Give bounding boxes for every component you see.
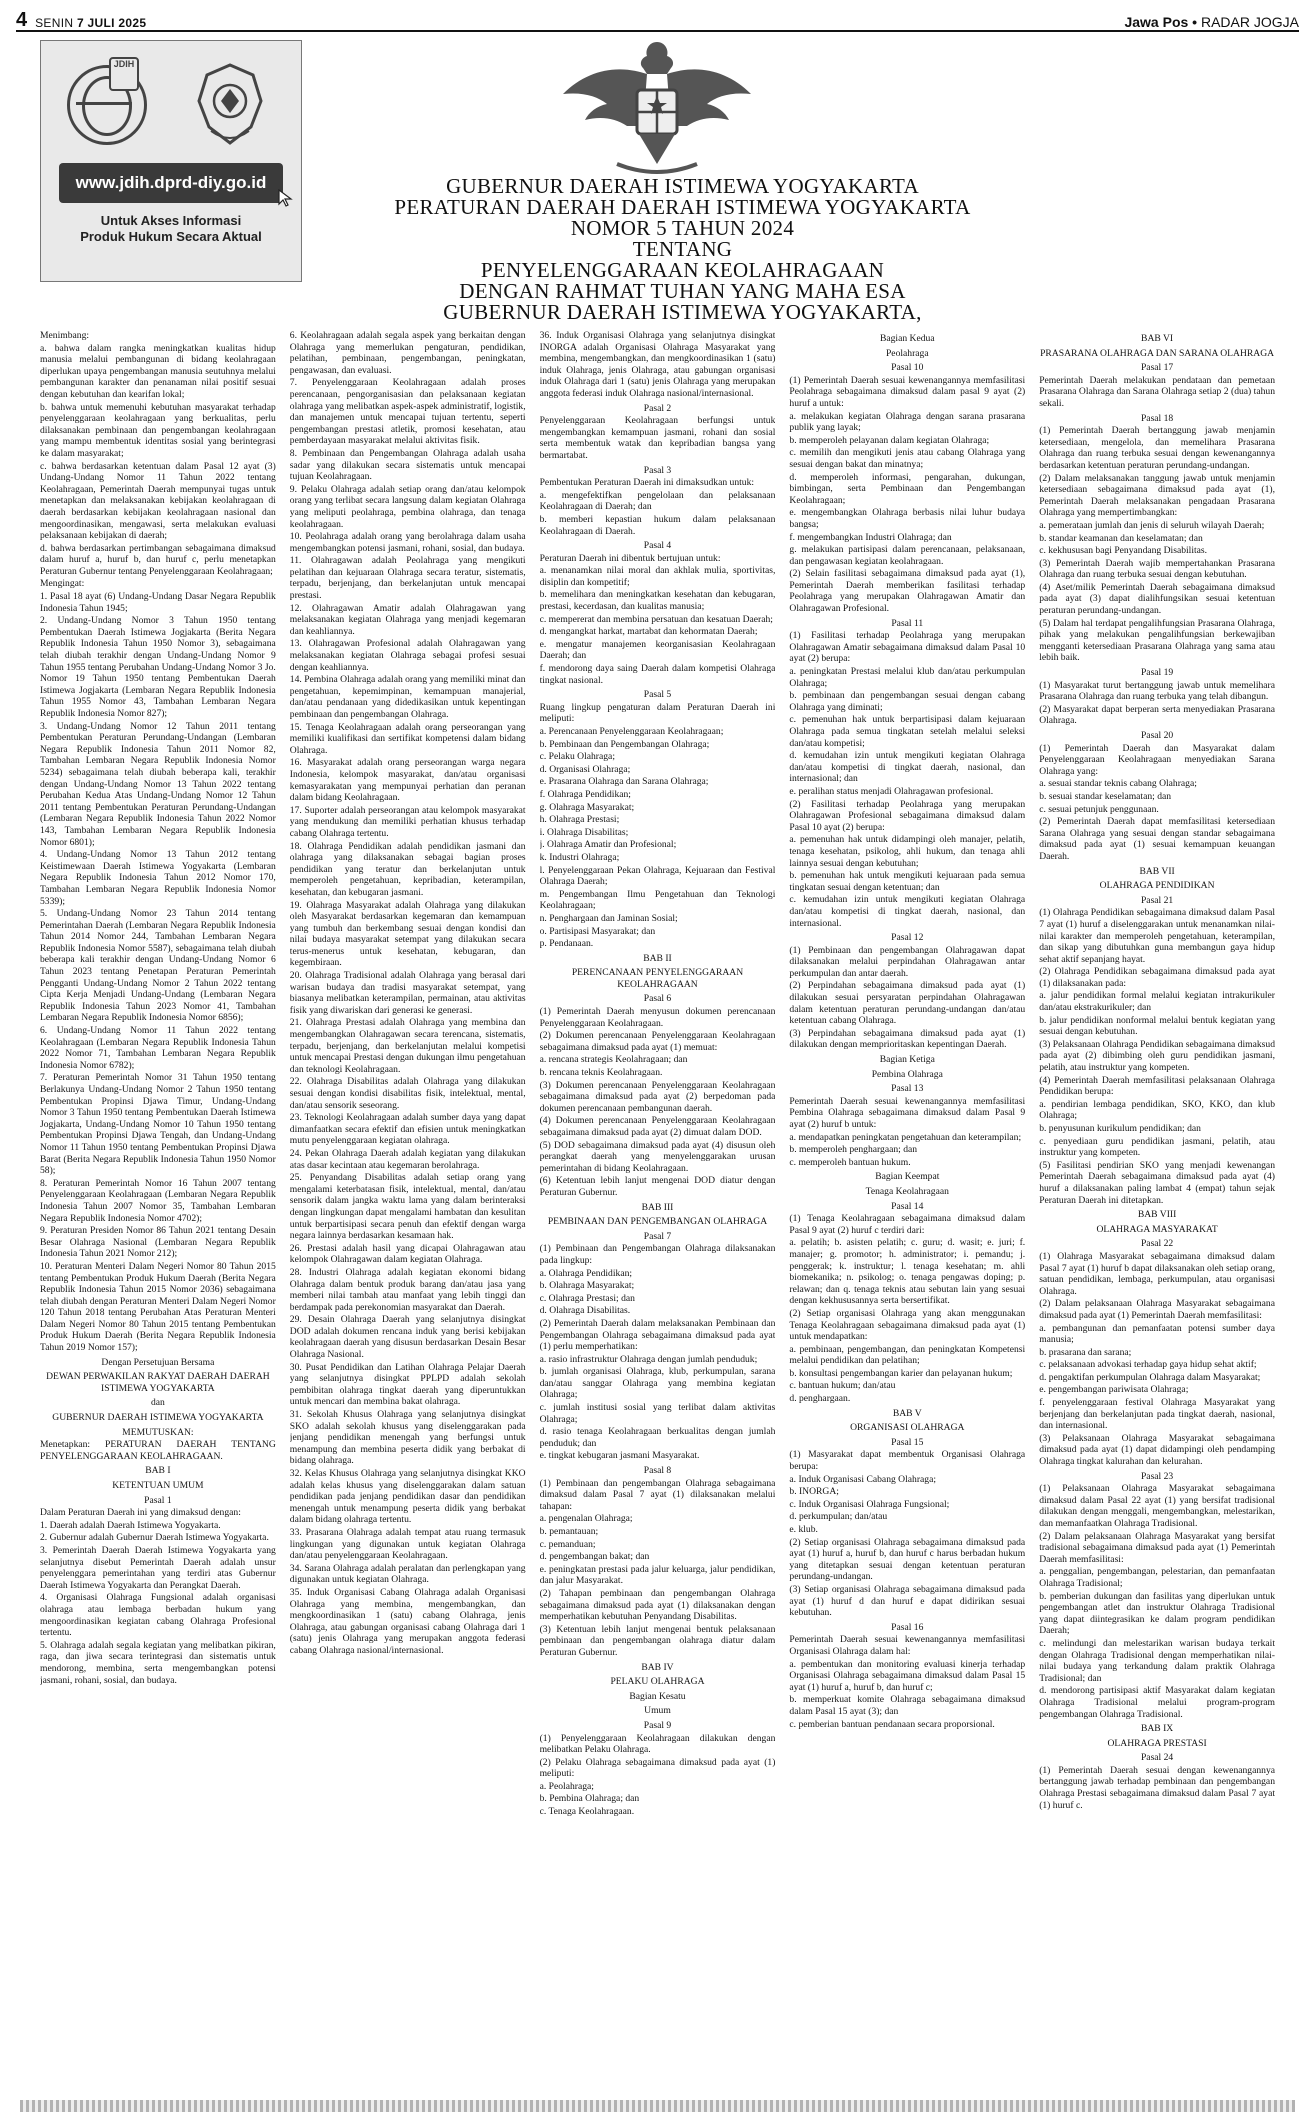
paragraph: b. Pembinaan dan Pengembangan Olahraga; xyxy=(539,738,710,750)
paragraph: 26. Prestasi adalah hasil yang dicapai Olahragawan atau kelompok Olahragawan dalam kegiatan Olahraga. xyxy=(289,1242,526,1266)
paragraph: o. Partisipasi Masyarakat; dan xyxy=(539,925,656,937)
paragraph: c. memilih dan mengikuti jenis atau cabang Olahraga yang sesuai dengan bakat dan minatnya; xyxy=(789,447,1026,470)
paragraph: b. sesuai standar keselamatan; dan xyxy=(1039,790,1172,802)
paragraph: (1) Pemerintah Daerah sesuai dengan kewenangannya bertanggung jawab terhadap pembinaan dan pengembangan Olahraga Prestasi sebagaimana dimaksud dalam Pasal 7 ayat (1) huruf c. xyxy=(1039,1764,1275,1811)
jdih-caption-line1: Untuk Akses Informasi xyxy=(100,213,242,228)
title-line-regulation: PERATURAN DAERAH DAERAH ISTIMEWA YOGYAKARTA xyxy=(394,195,971,219)
paragraph: a. menanamkan nilai moral dan akhlak mulia, sportivitas, disiplin dan kompetitif; xyxy=(539,565,776,588)
section-heading: DEWAN PERWAKILAN RAKYAT DAERAH DAERAH ISTIMEWA YOGYAKARTA xyxy=(46,1371,270,1394)
paragraph: f. Olahraga Pendidikan; xyxy=(539,788,631,800)
paragraph: (1) Masyarakat dapat membentuk Organisasi Olahraga berupa: xyxy=(789,1449,1026,1473)
paragraph: d. pengaktifan perkumpulan Olahraga dalam Masyarakat; xyxy=(1039,1371,1261,1383)
section-heading: Pasal 19 xyxy=(1140,667,1174,679)
paragraph: (1) Olahraga Masyarakat sebagaimana dimaksud dalam Pasal 7 ayat (1) huruf b dapat dilaksanakan oleh setiap orang, satuan pendidikan, lembaga, perkumpulan, atau organisasi Olahraga. xyxy=(1039,1250,1275,1297)
section-heading: Pasal 15 xyxy=(891,1436,924,1448)
paragraph: (1) Pelaksanaan Olahraga Masyarakat sebagaimana dimaksud dalam Pasal 22 ayat (1) yang bersifat tradisional dilakukan dengan menggali, mengembangkan, melestarikan, dan memanfaatkan Olahraga Tradisional. xyxy=(1039,1483,1275,1529)
jdih-info-box xyxy=(40,40,302,282)
paragraph: 2. Gubernur adalah Gubernur Daerah Istimewa Yogyakarta. xyxy=(40,1532,269,1544)
section-heading: KETENTUAN UMUM xyxy=(112,1480,204,1491)
section-heading: Pasal 20 xyxy=(1140,730,1174,741)
paragraph: d. Organisasi Olahraga; xyxy=(539,763,631,775)
section-heading: BAB II xyxy=(643,952,672,964)
paragraph: c. Tenaga Keolahragaan. xyxy=(539,1806,635,1818)
paragraph: 12. Olahragawan Amatir adalah Olahragawan yang melaksanakan kegiatan Olahraga yang menjadi kegemaran dan keahliannya. xyxy=(289,602,526,637)
section-heading: Pasal 5 xyxy=(643,689,672,701)
paragraph: b. jumlah organisasi Olahraga, klub, perkumpulan, sarana dan/atau sanggar Olahraga yang membina kegiatan Olahraga; xyxy=(539,1366,776,1401)
paragraph: 1. Daerah adalah Daerah Istimewa Yogyakarta. xyxy=(40,1519,221,1531)
paragraph: Menimbang: xyxy=(40,330,90,341)
paragraph: Dalam Peraturan Daerah ini yang dimaksud dengan: xyxy=(40,1507,241,1519)
date-weekday: SENIN xyxy=(35,16,74,30)
paragraph: 5. Undang-Undang Nomor 23 Tahun 2014 tentang Pemerintahan Daerah (Lembaran Negara Republik Indonesia Tahun 2014 Nomor 244, Tambahan Lembaran Negara Republik Indonesia Nomor 5587), sebagaimana telah diubah beberapa kali terakhir dengan Undang-Undang Nomor 6 Tahun 2023 tentang Penetapan Peraturan Pemerintah Pengganti Undang-Undang Nomor 2 Tahun 2022 tentang Cipta Kerja Menjadi Undang-Undang (Lembaran Negara Republik Indonesia Tahun 2023 Nomor 41, Tambahan Lembaran Negara Republik Indonesia Nomor 6856); xyxy=(40,908,276,1024)
paragraph: (3) Dokumen perencanaan Penyelenggaraan Keolahragaan sebagaimana dimaksud pada ayat (2) berpedoman pada dokumen perencanaan pembangunan daerah. xyxy=(539,1079,776,1114)
section-heading: Pasal 24 xyxy=(1140,1752,1174,1764)
text-column-4 xyxy=(789,330,1025,2020)
paragraph: a. Olahraga Pendidikan; xyxy=(539,1267,633,1279)
paragraph: c. Induk Organisasi Olahraga Fungsional; xyxy=(789,1498,950,1510)
paragraph: (1) Pemerintah Daerah sesuai kewenangannya memfasilitasi Peolahraga sebagaimana dimaksud dalam pasal 9 ayat (2) huruf a untuk: xyxy=(789,374,1026,409)
paragraph: a. Induk Organisasi Cabang Olahraga; xyxy=(789,1473,937,1485)
paragraph: m. Pengembangan Ilmu Pengetahuan dan Teknologi Keolahragaan; xyxy=(539,888,776,912)
diy-crest-icon xyxy=(191,61,269,147)
paragraph: 3. Pemerintah Daerah Daerah Istimewa Yogyakarta yang selanjutnya disebut Pemerintah Daerah adalah unsur penyelenggara pemerintahan yang terdiri atas Gubernur Daerah Istimewa Yogyakarta dan Perangkat Daerah. xyxy=(40,1544,276,1591)
paragraph: Peraturan Daerah ini dibentuk bertujuan untuk: xyxy=(539,552,721,564)
paragraph: (2) Dalam pelaksanaan Olahraga Masyarakat yang bersifat tradisional sebagaimana dimaksud pada ayat (1) Pemerintah Daerah memfasilitasi: xyxy=(1039,1530,1275,1565)
paragraph: a. peningkatan Prestasi melalui klub dan/atau perkumpulan Olahraga; xyxy=(789,666,1026,689)
paragraph: (2) Pelaku Olahraga sebagaimana dimaksud pada ayat (1) meliputi: xyxy=(539,1756,776,1780)
page-number: 4 xyxy=(16,9,28,31)
text-column-1 xyxy=(40,330,276,2020)
paragraph: a. pengenalan Olahraga; xyxy=(539,1513,633,1525)
section-heading: Bagian Ketiga xyxy=(879,1054,935,1066)
section-heading: OLAHRAGA MASYARAKAT xyxy=(1096,1223,1218,1235)
paragraph: (2) Perpindahan sebagaimana dimaksud pada ayat (1) dilakukan sesuai persyaratan perpindahan Olahragawan dalam ketentuan peraturan perundang-undangan dan/atau ketentuan cabang Olahraga. xyxy=(789,980,1026,1027)
bottom-ruler-strip xyxy=(20,2100,1295,2112)
paragraph: b. pembinaan dan pengembangan sesuai dengan cabang Olahraga yang diminati; xyxy=(789,690,1026,713)
paragraph: (2) Tahapan pembinaan dan pengembangan Olahraga sebagaimana dimaksud pada ayat (1) dilaksanakan dengan memperhatikan kebutuhan Penyandang Disabilitas. xyxy=(539,1587,776,1623)
pointer-cursor-icon xyxy=(277,189,293,207)
paragraph: Ruang lingkup pengaturan dalam Peraturan Daerah ini meliputi: xyxy=(539,701,776,725)
paragraph: b. pemenuhan hak untuk mengikuti kejuaraan pada semua tingkatan sesuai dengan ketentuan; dan xyxy=(789,870,1026,893)
paragraph: 20. Olahraga Tradisional adalah Olahraga yang berasal dari warisan budaya dan tradisi masyarakat setempat, yang biasanya melibatkan keterampilan, permainan, atau aktivitas fisik yang diwariskan dari generasi ke generasi. xyxy=(289,970,526,1016)
section-heading: PEMBINAAN DAN PENGEMBANGAN OLAHRAGA xyxy=(547,1216,768,1228)
regulation-body-columns xyxy=(40,330,1275,2020)
jdih-website-link[interactable]: www.jdih.dprd-diy.go.id xyxy=(59,163,283,203)
section-heading: Pembina Olahraga xyxy=(871,1068,943,1080)
section-heading: BAB IV xyxy=(641,1661,674,1673)
paragraph: a. mengefektifkan pengelolaan dan pelaksanaan Keolahragaan di Daerah; dan xyxy=(539,489,776,513)
section-heading: BAB VI xyxy=(1141,333,1174,344)
section-heading: Pasal 23 xyxy=(1140,1470,1174,1482)
paragraph: d. mendorong partisipasi aktif Masyarakat dalam kegiatan Olahraga Tradisional melalui program-program pengembangan Olahraga Tradisional. xyxy=(1039,1685,1275,1720)
paragraph: (2) Selain fasilitasi sebagaimana dimaksud pada ayat (1), Pemerintah Daerah memberikan fasilitasi terhadap Peolahraga yang merupakan Olahragawan Amatir dan Olahragawan Profesional. xyxy=(789,568,1026,615)
paragraph: 10. Peraturan Menteri Dalam Negeri Nomor 80 Tahun 2015 tentang Pembentukan Produk Hukum Daerah (Berita Negara Republik Indonesia Tahun 2015 Nomor 2036) sebagaimana telah diubah dengan Peraturan Menteri Dalam Negeri Nomor 120 Tahun 2018 tentang Perubahan Atas Peraturan Menteri Dalam Negeri Nomor 80 Tahun 2015 tentang Pembentukan Produk Hukum Daerah (Berita Negara Republik Indonesia Tahun 2019 Nomor 157); xyxy=(40,1260,276,1354)
paragraph: (1) Pembinaan dan Pengembangan Olahraga dilaksanakan pada lingkup: xyxy=(539,1243,776,1266)
paragraph: 7. Peraturan Pemerintah Nomor 31 Tahun 1950 tentang Berlakunya Undang-Undang Nomor 2 Tahun 1950 tentang Pembentukan Propinsi Djawa Timur, Undang-Undang Nomor 3 Tahun 1950 tentang Pembentukan Daerah Istimewa Jogjakarta, Undang-Undang Nomor 10 Tahun 1950 tentang Pembentukan Propinsi Djawa Tengah, dan Undang-Undang Nomor 11 Tahun 1950 tentang Pembentukan Propinsi Djawa Barat (Berita Negara Republik Indonesia Tahun 1950 Nomor 58); xyxy=(40,1072,276,1177)
section-heading: GUBERNUR DAERAH ISTIMEWA YOGYAKARTA xyxy=(52,1412,264,1424)
paragraph: 9. Peraturan Presiden Nomor 86 Tahun 2021 tentang Desain Besar Olahraga Nasional (Lembaran Negara Republik Indonesia Tahun 2021 Nomor 212); xyxy=(40,1225,276,1260)
paragraph: (5) Fasilitasi pendirian SKO yang menjadi kewenangan Pemerintah Daerah sebagaimana dimaksud pada ayat (4) huruf a dilaksanakan paling lambat 4 (empat) tahun sejak Peraturan Daerah ini ditetapkan. xyxy=(1039,1159,1275,1206)
paragraph: 29. Desain Olahraga Daerah yang selanjutnya disingkat DOD adalah dokumen rencana induk yang berisi kebijakan keolahragaan daerah yang disusun berdasarkan Desain Besar Olahraga Nasional. xyxy=(289,1314,526,1361)
section-heading: BAB I xyxy=(145,1465,171,1477)
paragraph: b. Pembina Olahraga; dan xyxy=(539,1793,640,1805)
paragraph: 35. Induk Organisasi Cabang Olahraga adalah Organisasi Olahraga yang membina, mengembangkan, dan mengkoordinasikan 1 (satu) cabang Olahraga, jenis Olahraga, atau gabungan organisasi cabang Olahraga dari 1 (satu) jenis Olahraga yang merupakan anggota federasi cabang Olahraga nasional/internasional. xyxy=(289,1586,526,1656)
paragraph: b. memperoleh penghargaan; dan xyxy=(789,1144,918,1156)
paragraph: 9. Pelaku Olahraga adalah setiap orang dan/atau kelompok orang yang terlibat secara langsung dalam kegiatan Olahraga yang meliputi peolahraga, pembina olahraga, dan tenaga keolahragaan. xyxy=(289,483,526,530)
paragraph: b. prasarana dan sarana; xyxy=(1039,1346,1132,1358)
paragraph: 16. Masyarakat adalah orang perseorangan warga negara Indonesia, kelompok masyarakat, dan/atau organisasi kemasyarakatan yang mempunyai perhatian dan peranan dalam bidang Keolahragaan. xyxy=(289,757,526,804)
section-heading: dan xyxy=(150,1397,165,1409)
section-heading: OLAHRAGA PRESTASI xyxy=(1107,1737,1207,1749)
paragraph: 4. Undang-Undang Nomor 13 Tahun 2012 tentang Keistimewaan Daerah Istimewa Yogyakarta (Lembaran Negara Republik Indonesia Tahun 2012 Nomor 170, Tambahan Lembaran Negara Republik Indonesia Nomor 5339); xyxy=(40,849,276,907)
paragraph: (1) Masyarakat turut bertanggung jawab untuk memelihara Prasarana Olahraga dan ruang terbuka yang telah dibangun. xyxy=(1039,679,1275,703)
paragraph: a. Peolahraga; xyxy=(539,1780,594,1792)
paragraph: d. rasio tenaga Keolahragaan berkualitas dengan jumlah penduduk; dan xyxy=(539,1426,776,1449)
paragraph: 19. Olahraga Masyarakat adalah Olahraga yang dilakukan oleh Masyarakat berdasarkan kegemaran dan kemampuan yang tumbuh dan berkembang sesuai dengan kondisi dan nilai budaya masyarakat setempat yang dilakukan secara terus-menerus untuk kesehatan, kebugaran, dan kegembiraan. xyxy=(289,899,526,969)
paragraph: e. tingkat kebugaran jasmani Masyarakat. xyxy=(539,1450,700,1462)
date-value: 7 JULI 2025 xyxy=(76,16,147,30)
paragraph: a. pemerataan jumlah dan jenis di seluruh wilayah Daerah; xyxy=(1039,519,1265,531)
paragraph: a. pembangunan dan pemanfaatan potensi sumber daya manusia; xyxy=(1039,1322,1275,1346)
paragraph: f. penyelenggaraan festival Olahraga Masyarakat yang berjenjang dan berkelanjutan pada tingkat daerah, nasional, dan internasional. xyxy=(1039,1397,1275,1432)
paragraph: p. Pendanaan. xyxy=(539,938,594,950)
paragraph: c. bahwa berdasarkan ketentuan dalam Pasal 12 ayat (3) Undang-Undang Nomor 11 Tahun 2022 tentang Keolahragaan, Pemerintah Daerah mempunyai tugas untuk menetapkan dan melaksanakan kebijakan keolahragaan di daerah berdasarkan kebijakan keolahragaan nasional dan mengoordinasikan, mengawasi, serta melakukan evaluasi pelaksanaan kebijakan di daerah; xyxy=(40,460,276,542)
paragraph: (2) Fasilitasi terhadap Peolahraga yang merupakan Olahragawan Profesional sebagaimana dimaksud dalam Pasal 10 ayat (2) berupa: xyxy=(789,798,1026,833)
section-heading: Pasal 3 xyxy=(643,464,672,476)
paragraph: c. pelaksanaan advokasi terhadap gaya hidup sehat aktif; xyxy=(1039,1359,1257,1371)
paragraph: Menetapkan: PERATURAN DAERAH TENTANG PENYELENGGARAAN KEOLAHRAGAAN. xyxy=(40,1439,276,1462)
paragraph: Pemerintah Daerah sesuai kewenangannya memfasilitasi Pembina Olahraga sebagaimana dimaksud dalam Pasal 9 ayat (2) huruf b untuk: xyxy=(789,1095,1026,1130)
paragraph: e. mengembangkan Olahraga berbasis nilai luhur budaya bangsa; xyxy=(789,507,1026,530)
paragraph: (1) Pemerintah Daerah menyusun dokumen perencanaan Penyelenggaraan Keolahragaan. xyxy=(539,1006,776,1029)
section-heading: BAB III xyxy=(641,1201,674,1213)
section-heading: Pasal 22 xyxy=(1140,1238,1174,1250)
paragraph: d. penghargaan. xyxy=(789,1393,851,1405)
paragraph: Mengingat: xyxy=(40,578,85,590)
paragraph: 17. Suporter adalah perseorangan atau kelompok masyarakat yang mendukung dan memiliki perhatian khusus terhadap cabang Olahraga tertentu. xyxy=(289,804,526,839)
paragraph: a. pemenuhan hak untuk didampingi oleh manajer, pelatih, tenaga kesehatan, psikolog, ahli hukum, dan tenaga ahli lainnya sesuai dengan kebutuhan; xyxy=(789,834,1026,869)
jdih-logo-badge: JDIH xyxy=(109,57,139,91)
paragraph: 24. Pekan Olahraga Daerah adalah kegiatan yang dilakukan atas dasar kecintaan atau kegemaran berolahraga. xyxy=(289,1147,526,1171)
section-heading: Pasal 21 xyxy=(1140,894,1174,906)
paragraph: e. Prasarana Olahraga dan Sarana Olahraga; xyxy=(539,776,709,788)
paragraph: d. mengangkat harkat, martabat dan kehormatan Daerah; xyxy=(539,626,758,638)
paragraph: 6. Undang-Undang Nomor 11 Tahun 2022 tentang Keolahragaan (Lembaran Negara Republik Indonesia Tahun 2022 Nomor 71, Tambahan Lembaran Negara Republik Indonesia Nomor 6782); xyxy=(40,1025,276,1071)
garuda-emblem-icon xyxy=(557,34,757,184)
paragraph: 18. Olahraga Pendidikan adalah pendidikan jasmani dan olahraga yang dilaksanakan sebagai bagian proses pendidikan yang teratur dan berkelanjutan untuk memperoleh pengetahuan, kepribadian, keterampilan, kesehatan, dan kebugaran jasmani. xyxy=(289,840,526,898)
newspaper-brand xyxy=(1124,14,1299,30)
paragraph: c. pemberian bantuan pendanaan secara proporsional. xyxy=(789,1718,995,1730)
paragraph: k. Industri Olahraga; xyxy=(539,851,620,863)
paragraph: 5. Olahraga adalah segala kegiatan yang melibatkan pikiran, raga, dan jiwa secara terintegrasi dan sistematis untuk mendorong, membina, serta mengembangkan potensi jasmani, rohani, sosial, dan budaya. xyxy=(40,1639,276,1686)
paragraph: 7. Penyelenggaraan Keolahragaan adalah proses perencanaan, pengorganisasian dan pelaksanaan kegiatan olahraga yang melibatkan aspek-aspek administratif, logistik, dan manajemen untuk mencapai tujuan tertentu, seperti pengembangan prestasi atletik, promosi kesehatan, atau pemberdayaan masyarakat melalui aktivitas fisik. xyxy=(289,377,526,447)
paragraph: 11. Olahragawan adalah Peolahraga yang mengikuti pelatihan dan kejuaraan Olahraga secara teratur, sistematis, terpadu, berjenjang, dan berkelanjutan untuk mencapai prestasi. xyxy=(289,555,526,602)
paragraph: 36. Induk Organisasi Olahraga yang selanjutnya disingkat INORGA adalah Organisasi Olahraga Masyarakat yang membina, mengembangkan, dan mengkoordinasikan 1 (satu) induk Olahraga, jenis Olahraga, atau gabungan organisasi induk Olahraga dari 1 (satu) jenis Olahraga yang merupakan anggota federasi induk Olahraga nasional/internasional. xyxy=(539,330,776,399)
paragraph: a. penggalian, pengembangan, pelestarian, dan pemanfaatan Olahraga Tradisional; xyxy=(1039,1566,1275,1589)
section-heading: Bagian Kesatu xyxy=(629,1690,686,1702)
title-line-about: TENTANG xyxy=(632,237,733,261)
paragraph: c. kekhususan bagi Penyandang Disabilitas. xyxy=(1039,545,1208,557)
section-heading: Pasal 12 xyxy=(891,932,924,944)
paragraph: (2) Olahraga Pendidikan sebagaimana dimaksud pada ayat (1) dilaksanakan pada: xyxy=(1039,966,1275,989)
paragraph: (2) Pemerintah Daerah dapat memfasilitasi ketersediaan Sarana Olahraga yang sesuai dengan standar sebagaimana dimaksud pada ayat (1) sesuai kemampuan keuangan Daerah. xyxy=(1039,816,1275,862)
paragraph: a. sesuai standar teknis cabang Olahraga; xyxy=(1039,778,1197,790)
title-line-number: NOMOR 5 TAHUN 2024 xyxy=(570,216,795,240)
paragraph: (3) Pemerintah Daerah wajib mempertahankan Prasarana Olahraga dan ruang terbuka sesuai dengan kebutuhan. xyxy=(1039,557,1275,581)
paragraph: b. bahwa untuk memenuhi kebutuhan masyarakat terhadap penyelenggaraan keolahragaan yang berkualitas, perlu dilaksanakan pembinaan dan pengembangan keolahragaan yang mampu membentuk identitas sosial yang berintegrasi ke dalam masyarakat; xyxy=(40,401,276,459)
paragraph: l. Penyelenggaraan Pekan Olahraga, Kejuaraan dan Festival Olahraga Daerah; xyxy=(539,864,776,888)
section-heading: OLAHRAGA PENDIDIKAN xyxy=(1099,880,1215,892)
paragraph: c. bantuan hukum; dan/atau xyxy=(789,1380,896,1392)
title-line-governor-close: GUBERNUR DAERAH ISTIMEWA YOGYAKARTA, xyxy=(443,300,922,324)
jdih-caption-line2: Produk Hukum Secara Aktual xyxy=(80,229,262,244)
paragraph: a. melakukan kegiatan Olahraga dengan sarana prasarana publik yang layak; xyxy=(789,410,1026,434)
paragraph: (1) Pembinaan dan pengembangan Olahraga sebagaimana dimaksud dalam Pasal 7 ayat (1) dilaksanakan melalui tahapan: xyxy=(539,1477,776,1512)
paragraph: b. INORGA; xyxy=(789,1486,839,1498)
paragraph: b. memperkuat komite Olahraga sebagaimana dimaksud dalam Pasal 15 ayat (3); dan xyxy=(789,1694,1026,1717)
section-heading: BAB IX xyxy=(1140,1723,1174,1735)
paragraph: c. pemenuhan hak untuk berpartisipasi dalam kejuaraan Olahraga pada semua tingkatan setelah melalui seleksi dan/atau kompetisi; xyxy=(789,714,1026,749)
brand-separator: • xyxy=(1188,14,1201,30)
paragraph: 34. Sarana Olahraga adalah peralatan dan perlengkapan yang digunakan untuk kegiatan Olahraga. xyxy=(289,1562,526,1586)
section-heading: Pasal 6 xyxy=(643,993,672,1005)
paragraph: c. jumlah institusi sosial yang terlibat dalam aktivitas Olahraga; xyxy=(539,1402,776,1425)
paragraph: b. penyusunan kurikulum pendidikan; dan xyxy=(1039,1123,1201,1134)
paragraph: 25. Penyandang Disabilitas adalah setiap orang yang mengalami keterbatasan fisik, intelektual, mental, dan/atau sensorik dalam jangka waktu lama yang dalam berinteraksi dengan lingkungan dapat mengalami hambatan dan kesulitan untuk berpartisipasi secara penuh dan efektif dengan warga negara lainnya berdasarkan kesamaan hak. xyxy=(289,1172,526,1242)
paragraph: (2) Dalam pelaksanaan Olahraga Masyarakat sebagaimana dimaksud pada ayat (1) Pemerintah Daerah memfasilitasi: xyxy=(1039,1298,1275,1321)
paragraph: (6) Ketentuan lebih lanjut mengenai DOD diatur dengan Peraturan Gubernur. xyxy=(539,1175,776,1198)
paragraph: d. pengembangan bakat; dan xyxy=(539,1551,650,1563)
paragraph: (4) Aset/milik Pemerintah Daerah sebagaimana dimaksud pada ayat (3) dapat dialihfungsikan sesuai ketentuan peraturan perundang-undangan. xyxy=(1039,581,1275,617)
paragraph: c. sesuai petunjuk penggunaan. xyxy=(1039,803,1159,815)
paragraph: c. mempererat dan membina persatuan dan kesatuan Daerah; xyxy=(539,613,773,625)
paragraph: 30. Pusat Pendidikan dan Latihan Olahraga Pelajar Daerah yang selanjutnya disingkat PPLPD adalah sekolah pembibitan olahraga tingkat daerah yang diperuntukkan untuk mencari dan membina bakat olahraga. xyxy=(289,1361,526,1408)
section-heading: Pasal 16 xyxy=(891,1621,924,1633)
running-header-left xyxy=(16,10,146,30)
section-heading: Pasal 9 xyxy=(643,1719,672,1731)
paragraph: (1) Pemerintah Daerah dan Masyarakat dalam Penyelenggaraan Keolahragaan menyediakan Sarana Olahraga yang: xyxy=(1039,742,1275,777)
section-heading: MEMUTUSKAN: xyxy=(122,1426,194,1438)
paragraph: (5) DOD sebagaimana dimaksud pada ayat (4) disusun oleh perangkat daerah yang menyelenggarakan urusan pemerintahan di bidang Keolahragaan. xyxy=(539,1139,776,1174)
paragraph: c. Olahraga Prestasi; dan xyxy=(539,1292,635,1304)
paragraph: 6. Keolahragaan adalah segala aspek yang berkaitan dengan Olahraga yang memerlukan pengaturan, pendidikan, pelatihan, pembinaan, pengembangan, peningkatan, pengawasan, dan evaluasi. xyxy=(289,330,526,376)
jdih-caption xyxy=(51,213,291,245)
paragraph: (1) Olahraga Pendidikan sebagaimana dimaksud dalam Pasal 7 ayat (1) huruf a diselenggarakan untuk menanamkan nilai-nilai karakter dan memperoleh pengetahuan, keterampilan, dan sikap yang dibutuhkan guna membangun gaya hidup sehat aktif sepanjang hayat. xyxy=(1039,907,1275,965)
paragraph: e. peralihan status menjadi Olahragawan profesional. xyxy=(789,785,994,797)
paragraph: Pemerintah Daerah sesuai kewenangannya memfasilitasi Organisasi Olahraga dalam hal: xyxy=(789,1634,1026,1657)
section-heading: Pasal 18 xyxy=(1140,412,1174,424)
paragraph: b. memberi kepastian hukum dalam pelaksanaan Keolahragaan di Daerah. xyxy=(539,513,776,537)
paragraph: Pemerintah Daerah melakukan pendataan dan pemetaan Prasarana Olahraga dan Sarana Olahraga setiap 2 (dua) tahun sekali. xyxy=(1039,374,1275,409)
section-heading: Pasal 8 xyxy=(643,1465,672,1477)
paragraph: (3) Perpindahan sebagaimana dimaksud pada ayat (1) dilakukan dengan memprioritaskan kepentingan Daerah. xyxy=(789,1027,1026,1051)
title-line-governor: GUBERNUR DAERAH ISTIMEWA YOGYAKARTA xyxy=(446,174,919,198)
section-heading: Peolahraga xyxy=(885,347,929,359)
paragraph: a. pelatih; b. asisten pelatih; c. guru; d. wasit; e. juri; f. manajer; g. promotor; h. administrator; i. pemandu; j. penggerak; k. instruktur; l. tenaga kesehatan; m. ahli biomekanika; n. psikolog; o. tenaga pengawas doping; p. relawan; dan q. tenaga teknis atau sebutan lain yang sesuai dengan kekhususannya serta bersertifikat. xyxy=(789,1237,1026,1307)
section-heading: Umum xyxy=(644,1705,671,1717)
brand-sub: RADAR JOGJA xyxy=(1200,14,1299,30)
section-heading: Pasal 13 xyxy=(891,1083,924,1095)
paragraph: 15. Tenaga Keolahragaan adalah orang perseorangan yang memiliki kualifikasi dan sertifikat kompetensi dalam bidang Olahraga. xyxy=(289,721,526,756)
paragraph: 8. Peraturan Pemerintah Nomor 16 Tahun 2007 tentang Penyelenggaraan Keolahragaan (Lembaran Negara Republik Indonesia Tahun 2007 Nomor 35, Tambahan Lembaran Negara Republik Indonesia Nomor 4702); xyxy=(40,1177,276,1224)
paragraph: 28. Industri Olahraga adalah kegiatan ekonomi bidang Olahraga dalam bentuk produk barang dan/atau jasa yang memberi nilai tambah atau manfaat yang lebih tinggi dan berdampak pada perekonomian masyarakat dan Daerah. xyxy=(289,1266,526,1313)
paragraph: b. memperoleh pelayanan dalam kegiatan Olahraga; xyxy=(789,434,990,446)
paragraph: 3. Undang-Undang Nomor 12 Tahun 2011 tentang Pembentukan Peraturan Perundang-Undangan (Lembaran Negara Republik Indonesia Tahun 2011 Nomor 82, Tambahan Lembaran Negara Republik Indonesia Nomor 5234) sebagaimana telah diubah beberapa kali, terakhir dengan Undang-Undang Nomor 13 Tahun 2022 tentang Perubahan Kedua Atas Undang-Undang Nomor 12 Tahun 2011 tentang Pembentukan Peraturan Perundang-Undangan (Lembaran Negara Republik Indonesia Tahun 2022 Nomor 143, Tambahan Lembaran Negara Republik Indonesia Nomor 6801); xyxy=(40,720,276,848)
paragraph: Penyelenggaraan Keolahragaan berfungsi untuk mengembangkan kemampuan jasmani, rohani dan sosial serta membentuk watak dan kepribadian bangsa yang bermartabat. xyxy=(539,415,776,461)
paragraph: 31. Sekolah Khusus Olahraga yang selanjutnya disingkat SKO adalah sekolah khusus yang diselenggarakan pada jenjang pendidikan menengah yang berfungsi untuk menampung dan membina peserta didik yang berbakat di bidang olahraga. xyxy=(289,1409,526,1467)
paragraph: 23. Teknologi Keolahragaan adalah sumber daya yang dapat dimanfaatkan secara efektif dan efisien untuk meningkatkan mutu penyelenggaraan kegiatan olahraga. xyxy=(289,1112,526,1147)
paragraph: 10. Peolahraga adalah orang yang berolahraga dalam usaha mengembangkan potensi jasmani, rohani, sosial, dan budaya. xyxy=(289,531,526,554)
paragraph: b. jalur pendidikan nonformal melalui bentuk kegiatan yang sesuai dengan kebutuhan. xyxy=(1039,1014,1275,1038)
paragraph: (2) Setiap organisasi Olahraga yang akan menggunakan Tenaga Keolahragaan sebagaimana dimaksud pada ayat (1) untuk mendapatkan: xyxy=(789,1307,1026,1343)
paragraph: a. mendapatkan peningkatan pengetahuan dan keterampilan; xyxy=(789,1131,1022,1143)
paragraph: i. Olahraga Disabilitas; xyxy=(539,826,629,838)
section-heading: Bagian Keempat xyxy=(875,1171,940,1183)
paragraph: (2) Pemerintah Daerah dalam melaksanakan Pembinaan dan Pengembangan Olahraga sebagaimana dimaksud pada ayat (1) perlu memperhatikan: xyxy=(539,1317,776,1353)
section-heading: Pasal 10 xyxy=(891,362,924,374)
paragraph: (4) Pemerintah Daerah memfasilitasi pelaksanaan Olahraga Pendidikan berupa: xyxy=(1039,1074,1275,1098)
paragraph: b. memelihara dan meningkatkan kesehatan dan kebugaran, prestasi, kecerdasan, dan kualitas manusia; xyxy=(539,589,776,613)
paragraph: a. pembentukan dan monitoring evaluasi kinerja terhadap Organisasi Olahraga sebagaimana dimaksud dalam Pasal 15 ayat (1) huruf a, huruf b, dan huruf c; xyxy=(789,1658,1026,1693)
paragraph: a. pembinaan, pengembangan, dan peningkatan Kompetensi melalui pendidikan dan pelatihan; xyxy=(789,1343,1026,1367)
paragraph: b. standar keamanan dan keselamatan; dan xyxy=(1039,532,1203,544)
paragraph: b. Olahraga Masyarakat; xyxy=(539,1280,635,1292)
paragraph: d. bahwa berdasarkan pertimbangan sebagaimana dimaksud dalam huruf a, huruf b, dan huruf c, perlu menetapkan Peraturan Gubernur tentang Penyelenggaraan Keolahragaan; xyxy=(40,542,276,577)
paragraph: c. memperoleh bantuan hukum. xyxy=(789,1156,911,1168)
paragraph: c. Pelaku Olahraga; xyxy=(539,751,615,763)
paragraph: f. mengembangkan Industri Olahraga; dan xyxy=(789,531,952,543)
paragraph: Pembentukan Peraturan Daerah ini dimaksudkan untuk: xyxy=(539,477,755,489)
paragraph: (2) Masyarakat dapat berperan serta menyediakan Prasarana Olahraga. xyxy=(1039,703,1275,727)
section-heading: Pasal 1 xyxy=(144,1494,172,1506)
section-heading: PELAKU OLAHRAGA xyxy=(610,1676,705,1688)
paragraph: d. memperoleh informasi, pengarahan, dukungan, bimbingan, serta Pembinaan dan Pengembangan Keolahragaan; xyxy=(789,471,1026,506)
paragraph: a. pendirian lembaga pendidikan, SKO, KKO, dan klub Olahraga; xyxy=(1039,1098,1275,1122)
paragraph: d. Olahraga Disabilitas. xyxy=(539,1305,631,1317)
section-heading: ORGANISASI OLAHRAGA xyxy=(850,1422,965,1434)
paragraph: (1) Pemerintah Daerah bertanggung jawab menjamin ketersediaan, mengelola, dan memelihara Prasarana Olahraga dan ruang terbuka sesuai dengan kewenangannya berdasarkan ketentuan peraturan perundang-undangan. xyxy=(1039,425,1275,471)
paragraph: (4) Dokumen perencanaan Penyelenggaraan Keolahragaan sebagaimana dimaksud pada ayat (2) dimuat dalam DOD. xyxy=(539,1115,776,1138)
paragraph: 13. Olahragawan Profesional adalah Olahragawan yang melaksanakan kegiatan Olahraga sebagai profesi sesuai dengan keahliannya. xyxy=(289,638,526,673)
paragraph: (3) Pelaksanaan Olahraga Pendidikan sebagaimana dimaksud pada ayat (2) dibimbing oleh guru pendidikan jasmani, pelatih, atau instruktur yang kompeten. xyxy=(1039,1038,1275,1074)
regulation-title-block xyxy=(360,176,1005,323)
paragraph: (2) Dokumen perencanaan Penyelenggaraan Keolahragaan sebagaimana dimaksud pada ayat (1) memuat: xyxy=(539,1030,776,1053)
paragraph: a. jalur pendidikan formal melalui kegiatan intrakurikuler dan/atau ekstrakurikuler; dan xyxy=(1039,990,1275,1014)
paragraph: (1) Pembinaan dan pengembangan Olahragawan dapat dilaksanakan melalui perpindahan Olahragawan antar perkumpulan dan antar daerah. xyxy=(789,944,1026,979)
paragraph: g. melakukan partisipasi dalam perencanaan, pelaksanaan, dan pengawasan kegiatan keolahragaan. xyxy=(789,544,1026,567)
paragraph: d. perkumpulan; dan/atau xyxy=(789,1511,888,1523)
paragraph: 8. Pembinaan dan Pengembangan Olahraga adalah usaha sadar yang dilakukan secara sistematis untuk mencapai tujuan Keolahragaan. xyxy=(289,447,526,483)
paragraph: 4. Organisasi Olahraga Fungsional adalah organisasi olahraga atau lembaga berbadan hukum yang mengoordinasikan kegiatan cabang Olahraga Profesional tertentu. xyxy=(40,1592,276,1639)
section-heading: PRASARANA OLAHRAGA DAN SARANA OLAHRAGA xyxy=(1040,347,1275,359)
brand-main: Jawa Pos xyxy=(1124,14,1189,30)
section-heading: Pasal 17 xyxy=(1140,362,1174,374)
paragraph: e. klub. xyxy=(789,1524,818,1535)
paragraph: b. pemberian dukungan dan fasilitas yang diperlukan untuk pengembangan atlet dan instruktur Olahraga Tradisional yang dapat diintegrasikan ke dalam program pendidikan Daerah; xyxy=(1039,1590,1275,1637)
paragraph: c. kemudahan izin untuk mengikuti kegiatan Olahraga dan/atau kompetisi di tingkat daerah, nasional, dan internasional. xyxy=(789,894,1026,929)
paragraph: e. mengatur manajemen keorganisasian Keolahragaan Daerah; dan xyxy=(539,638,776,662)
section-heading: BAB VII xyxy=(1139,865,1175,877)
text-column-3 xyxy=(540,330,776,2020)
section-heading: Pasal 11 xyxy=(891,617,924,629)
title-line-subject: PENYELENGGARAAN KEOLAHRAGAAN xyxy=(480,258,885,282)
section-heading: Pasal 14 xyxy=(891,1200,924,1212)
title-line-preamble: DENGAN RAHMAT TUHAN YANG MAHA ESA xyxy=(459,279,906,303)
paragraph: 14. Pembina Olahraga adalah orang yang memiliki minat dan pengetahuan, kepemimpinan, kemampuan manajerial, dan/atau pendanaan yang didedikasikan untuk kepentingan pembinaan dan pengembangan Olahraga. xyxy=(289,674,526,720)
paragraph: 32. Kelas Khusus Olahraga yang selanjutnya disingkat KKO adalah kelas khusus yang diselenggarakan dalam satuan pendidikan pada jenjang pendidikan dasar dan pendidikan menengah untuk menampung peserta didik yang berbakat dalam bidang olahraga tertentu. xyxy=(289,1468,526,1526)
section-heading: BAB V xyxy=(892,1407,922,1419)
paragraph: a. bahwa dalam rangka meningkatkan kualitas hidup manusia melalui pembangunan di bidang keolahragaan diperlukan upaya pengembangan manusia seutuhnya melalui pembangunan karakter dan penanaman nilai positif sesuai dengan kebutuhan dan kearifan lokal; xyxy=(40,342,276,400)
section-heading: Pasal 2 xyxy=(643,402,672,414)
paragraph: f. mendorong daya saing Daerah dalam kompetisi Olahraga tingkat nasional. xyxy=(539,663,776,686)
paragraph: 2. Undang-Undang Nomor 3 Tahun 1950 tentang Pembentukan Daerah Istimewa Jogjakarta (Berita Negara Republik Indonesia Tahun 1950 Nomor 3), sebagaimana telah diubah terakhir dengan Undang-Undang Nomor 9 Tahun 1955 tentang Perubahan Undang-Undang Nomor 3 Jo. Nomor 19 Tahun 1950 tentang Pembentukan Daerah Istimewa Jogjakarta (Lembaran Negara Republik Indonesia Tahun 1955 Nomor 43, Tambahan Lembaran Negara Republik Indonesia Nomor 827); xyxy=(40,615,276,719)
paragraph: 22. Olahraga Disabilitas adalah Olahraga yang dilakukan sesuai dengan kondisi disabilitas fisik, intelektual, mental, dan/atau sensorik seseorang. xyxy=(289,1076,526,1111)
paragraph: d. kemudahan izin untuk mengikuti kegiatan Olahraga dan/atau kompetisi di tingkat daerah, nasional, dan internasional; dan xyxy=(789,750,1026,785)
paragraph: b. pemantauan; xyxy=(539,1526,599,1537)
paragraph: (5) Dalam hal terdapat pengalihfungsian Prasarana Olahraga, pihak yang melakukan pengalihfungsian berkewajiban mengganti ketersediaan Prasarana Olahraga yang sama atau lebih baik. xyxy=(1039,617,1275,664)
paragraph: a. Perencanaan Penyelenggaraan Keolahragaan; xyxy=(539,726,724,737)
paragraph: (1) Fasilitasi terhadap Peolahraga yang merupakan Olahragawan Amatir sebagaimana dimaksud dalam Pasal 10 ayat (2) berupa: xyxy=(789,630,1026,665)
text-column-5 xyxy=(1039,330,1275,2020)
paragraph: (2) Dalam melaksanakan tanggung jawab untuk menjamin ketersediaan sebagaimana dimaksud pada ayat (1), Pemerintah Daerah melaksanakan pengadaan Prasarana Olahraga yang mempertimbangkan: xyxy=(1039,472,1275,519)
page-date xyxy=(35,16,146,30)
section-heading: Tenaga Keolahragaan xyxy=(865,1185,949,1197)
section-heading: Pasal 4 xyxy=(643,540,672,552)
section-heading: BAB VIII xyxy=(1137,1209,1177,1221)
paragraph: (3) Pelaksanaan Olahraga Masyarakat sebagaimana dimaksud pada ayat (1) dapat didampingi oleh pendamping Olahraga tingkat kalurahan dan kelurahan. xyxy=(1039,1432,1275,1468)
paragraph: b. konsultasi pengembangan karier dan pelayanan hukum; xyxy=(789,1367,1013,1379)
text-column-2 xyxy=(290,330,526,2020)
paragraph: (2) Setiap organisasi Olahraga sebagaimana dimaksud pada ayat (1) huruf a, huruf b, dan huruf c harus berbadan hukum yang ditetapkan sesuai dengan ketentuan peraturan perundang-undangan. xyxy=(789,1536,1026,1583)
section-heading: Pasal 7 xyxy=(643,1230,672,1242)
paragraph: (3) Setiap organisasi Olahraga sebagaimana dimaksud pada ayat (1) huruf d dan huruf e dapat didirikan sesuai kebutuhan. xyxy=(789,1583,1026,1619)
paragraph: (1) Penyelenggaraan Keolahragaan dilakukan dengan melibatkan Pelaku Olahraga. xyxy=(539,1732,776,1756)
paragraph: a. rencana strategis Keolahragaan; dan xyxy=(539,1054,688,1066)
paragraph: n. Penghargaan dan Jaminan Sosial; xyxy=(539,912,678,924)
paragraph: c. penyediaan guru pendidikan jasmani, pelatih, atau instruktur yang kompeten. xyxy=(1039,1135,1275,1159)
section-heading: PERENCANAAN PENYELENGGARAAN KEOLAHRAGAAN xyxy=(571,967,744,990)
paragraph: h. Olahraga Prestasi; xyxy=(539,814,620,826)
paragraph: c. melindungi dan melestarikan warisan budaya terkait dengan Olahraga Tradisional dengan memperhatikan nilai-nilai budaya yang terkandung dalam praktik Olahraga Tradisional; dan xyxy=(1039,1637,1275,1684)
paragraph: e. peningkatan prestasi pada jalur keluarga, jalur pendidikan, dan jalur Masyarakat. xyxy=(539,1563,776,1587)
paragraph: (1) Tenaga Keolahragaan sebagaimana dimaksud dalam Pasal 9 ayat (2) huruf c terdiri dari: xyxy=(789,1213,1026,1236)
paragraph: g. Olahraga Masyarakat; xyxy=(539,801,635,813)
running-header xyxy=(16,8,1299,32)
paragraph: 21. Olahraga Prestasi adalah Olahraga yang membina dan mengembangkan Olahragawan secara terencana, sistematis, terpadu, berjenjang, dan berkelanjutan melalui kompetisi untuk mencapai Prestasi dengan dukungan ilmu pengetahuan dan teknologi Keolahragaan. xyxy=(289,1017,526,1075)
paragraph: j. Olahraga Amatir dan Profesional; xyxy=(539,839,677,851)
paragraph: (3) Ketentuan lebih lanjut mengenai bentuk pelaksanaan pembinaan dan pengembangan olahraga diatur dalam Peraturan Gubernur. xyxy=(539,1623,776,1658)
paragraph: a. rasio infrastruktur Olahraga dengan jumlah penduduk; xyxy=(539,1353,758,1365)
paragraph: 33. Prasarana Olahraga adalah tempat atau ruang termasuk lingkungan yang digunakan untuk kegiatan Olahraga dan/atau penyelenggaraan Keolahragaan. xyxy=(289,1526,526,1562)
paragraph: 1. Pasal 18 ayat (6) Undang-Undang Dasar Negara Republik Indonesia Tahun 1945; xyxy=(40,591,276,614)
section-heading: Dengan Persetujuan Bersama xyxy=(101,1356,215,1368)
paragraph: c. pemanduan; xyxy=(539,1538,596,1550)
section-heading: Bagian Kedua xyxy=(879,333,935,344)
paragraph: b. rencana teknis Keolahragaan. xyxy=(539,1067,663,1079)
paragraph: e. pengembangan pariwisata Olahraga; xyxy=(1039,1384,1189,1396)
